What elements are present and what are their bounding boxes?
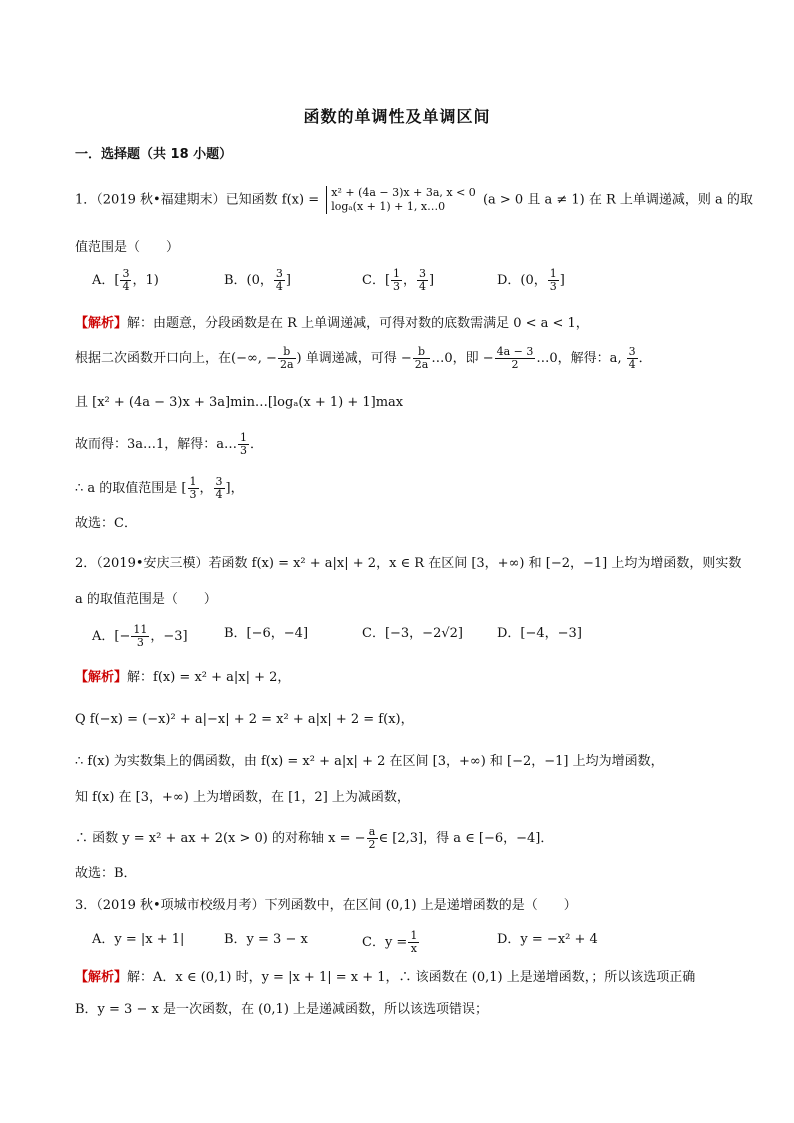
analysis-tag: 【解析】 — [75, 316, 128, 331]
q3-solution-line-1: 【解析】解：A．x ∈ (0,1) 时，y = |x + 1| = x + 1，∴ 该函数在 (0,1) 上是递增函数，；所以该选项正确 — [75, 970, 696, 985]
q2-option-a[interactable]: A．[− $\frac{11}{3}$ ，−3] — [92, 623, 188, 649]
q2-option-b[interactable]: B．[−6，−4] — [224, 626, 309, 641]
q1-solution-line-5: ∴ a 的取值范围是 [ $\frac{1}{3}$ ， $\frac{3}{4}$ ]， — [75, 475, 244, 501]
q1-option-b[interactable]: B．(0， $\frac{3}{4}$ ] — [224, 267, 291, 293]
q1-solution-line-3: 且 [x² + (4a − 3)x + 3a]min…[logₐ(x + 1) + 1]max — [75, 395, 404, 410]
q1-stem-b: (a > 0 且 a ≠ 1) 在 R 上单调递减，则 a 的取 — [482, 192, 753, 208]
q3-solution-line-2: B．y = 3 − x 是一次函数，在 (0,1) 上是递减函数，所以该选项错误； — [75, 1002, 489, 1017]
q1-option-c[interactable]: C．[ $\frac{1}{3}$ ， $\frac{3}{4}$ ] — [362, 267, 435, 293]
q1-option-d[interactable]: D．(0， $\frac{1}{3}$ ] — [497, 267, 565, 293]
q3-option-d[interactable]: D．y = −x² + 4 — [497, 932, 598, 947]
q1-piecewise — [326, 186, 476, 214]
q1-answer: 故选：C． — [75, 516, 137, 531]
q2-solution-line-5: ∴ 函数 y = x² + ax + 2(x > 0) 的对称轴 x = − $\frac{a}{2}$ ∈ [2,3]，得 a ∈ [−6，−4]． — [75, 825, 554, 851]
q2-solution-line-4: 知 f(x) 在 [3，+∞) 上为增函数，在 [1，2] 上为减函数， — [75, 790, 410, 805]
q2-option-c[interactable]: C．[−3，−2√2] — [362, 626, 463, 641]
q1-option-a[interactable]: A．[ $\frac{3}{4}$ ，1) — [92, 267, 159, 293]
q2-answer: 故选：B． — [75, 866, 137, 881]
q1-piece-top: x² + (4a − 3)x + 3a, x < 0 — [331, 186, 476, 199]
q2-solution-line-2: Q f(−x) = (−x)² + a|−x| + 2 = x² + a|x| + 2 = f(x)， — [75, 712, 414, 727]
q3-stem: 3．（2019 秋•项城市校级月考）下列函数中，在区间 (0,1) 上是递增函数的是（ ） — [75, 898, 577, 913]
q2-solution-line-3: ∴ f(x) 为实数集上的偶函数，由 f(x) = x² + a|x| + 2 在区间 [3，+∞) 和 [−2，−1] 上均为增函数， — [75, 754, 664, 769]
q1-stem-a: 1．（2019 秋•福建期末）已知函数 f(x) = — [75, 192, 320, 208]
q2-option-d[interactable]: D．[−4，−3] — [497, 626, 582, 641]
q3-option-a[interactable]: A．y = |x + 1| — [92, 932, 185, 947]
q1-solution-line-4: 故而得：3a…1，解得：a… $\frac{1}{3}$ ． — [75, 431, 264, 457]
q3-option-c[interactable]: C．y = $\frac{1}{x}$ — [362, 929, 418, 955]
q1-stem — [75, 186, 753, 214]
analysis-tag: 【解析】 — [75, 970, 128, 985]
analysis-tag: 【解析】 — [75, 670, 128, 685]
q1-stem-c: 值范围是（ ） — [75, 240, 180, 255]
section-heading: 一．选择题（共 18 小题） — [75, 147, 233, 162]
q1-piece-bottom: logₐ(x + 1) + 1, x…0 — [331, 200, 446, 213]
q1-solution-line-2: 根据二次函数开口向上，在(−∞, − $\frac{b}{2a}$ ) 单调递减，可得 − $\frac{b}{2a}$ …0，即 − $\frac{4a - 3}{2}$ …0，解得：a‚ $\frac{3}{4}$ ． — [75, 345, 652, 371]
q1-solution-line-1: 【解析】解：由题意，分段函数是在 R 上单调递减，可得对数的底数需满足 0 < a < 1， — [75, 316, 589, 331]
q2-stem-1: 2．（2019•安庆三模）若函数 f(x) = x² + a|x| + 2，x ∈ R 在区间 [3，+∞) 和 [−2，−1] 上均为增函数，则实数 — [75, 556, 742, 571]
q2-solution-line-1: 【解析】解：f(x) = x² + a|x| + 2， — [75, 670, 291, 685]
q3-option-b[interactable]: B．y = 3 − x — [224, 932, 308, 947]
q2-stem-2: a 的取值范围是（ ） — [75, 592, 217, 607]
page-title: 函数的单调性及单调区间 — [303, 107, 491, 126]
